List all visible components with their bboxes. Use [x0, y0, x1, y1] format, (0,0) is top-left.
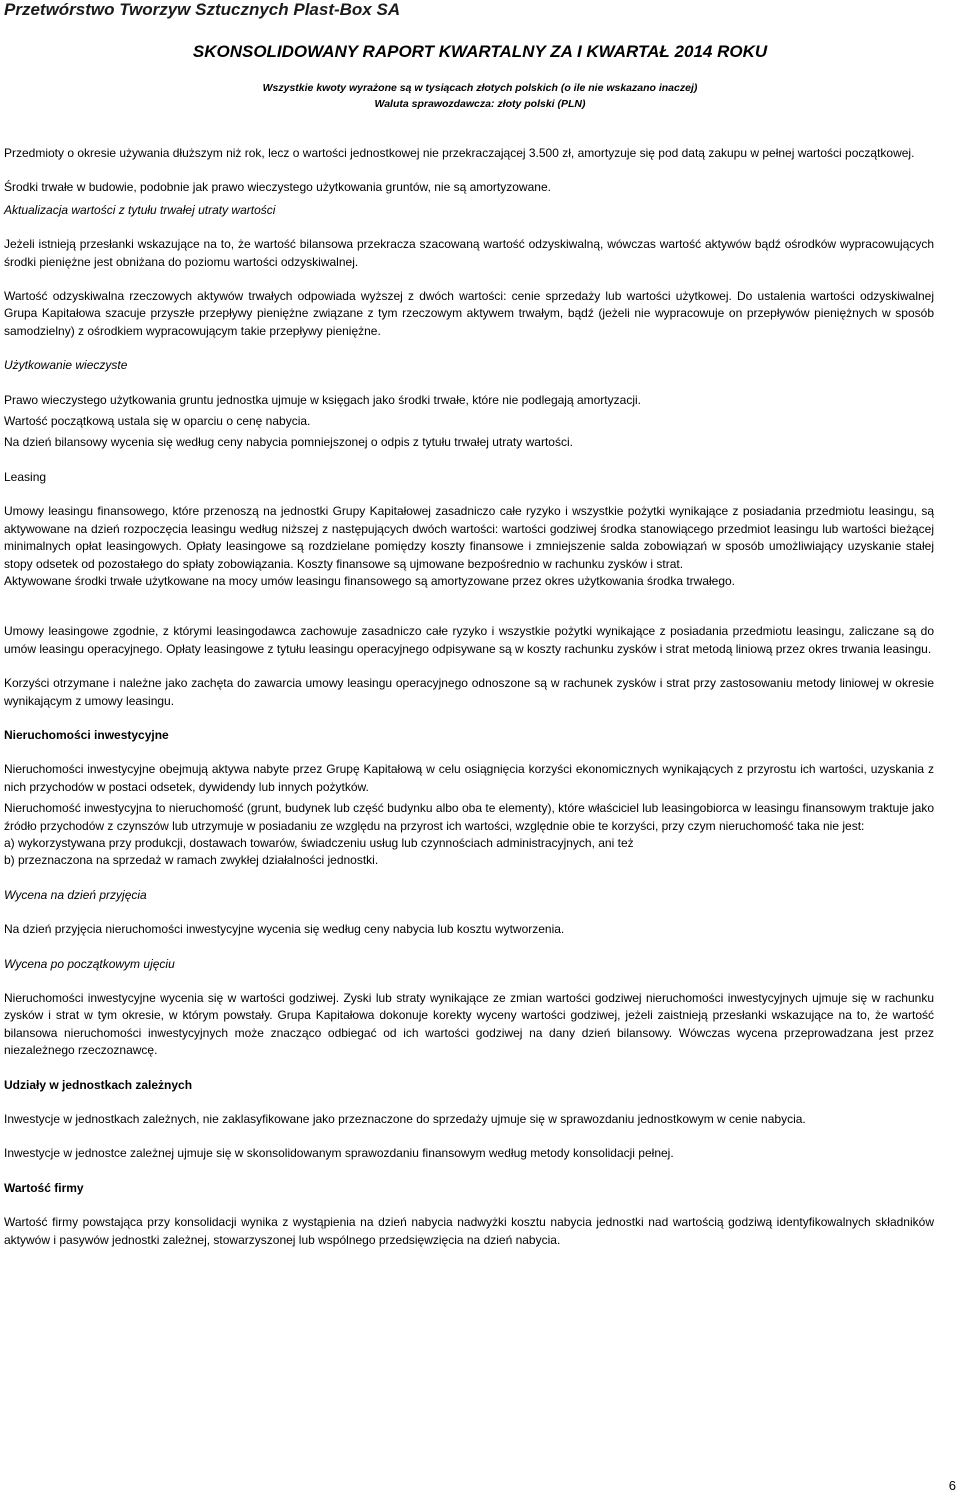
paragraph: Korzyści otrzymane i należne jako zachęta do zawarcia umowy leasingu operacyjnego odnoszone są w rachunek zysków i strat przy zastosowaniu metody liniowej w okresie wynikającym z umowy leasingu.: [4, 676, 934, 708]
amounts-note: Wszystkie kwoty wyrażone są w tysiącach złotych polskich (o ile nie wskazano inaczej): [262, 82, 698, 94]
paragraph: Jeżeli istnieją przesłanki wskazujące na to, że wartość bilansowa przekracza szacowaną wartość odzyskiwalną, wówczas wartość aktywów bądź ośrodków wypracowujących środki pieniężne jest obniżana do poziomu wartości odzyskiwalnej.: [4, 237, 934, 269]
paragraph: Wartość początkową ustala się w oparciu o cenę nabycia.: [4, 414, 311, 429]
currency-note: Waluta sprawozdawcza: złoty polski (PLN): [374, 98, 586, 110]
paragraph: Inwestycje w jednostce zależnej ujmuje się w skonsolidowanym sprawozdaniu finansowym według metody konsolidacji pełnej.: [4, 1146, 674, 1161]
section-heading-perpetual-usufruct: Użytkowanie wieczyste: [4, 358, 128, 373]
section-heading-leasing: Leasing: [4, 469, 47, 484]
paragraph: Prawo wieczystego użytkowania gruntu jednostka ujmuje w księgach jako środki trwałe, które nie podlegają amortyzacji.: [4, 392, 641, 407]
paragraph: Przedmioty o okresie używania dłuższym niż rok, lecz o wartości jednostkowej nie przekraczającej 3.500 zł, amortyzuje się pod datą zakupu w pełnej wartości początkowej.: [4, 146, 915, 160]
section-heading-initial-measurement: Wycena na dzień przyjęcia: [4, 887, 147, 902]
section-heading-investment-property: Nieruchomości inwestycyjne: [4, 727, 169, 742]
section-heading-impairment: Aktualizacja wartości z tytułu trwałej utraty wartości: [4, 202, 276, 217]
paragraph: Nieruchomości inwestycyjne wycenia się w wartości godziwej. Zyski lub straty wynikające ze zmian wartości godziwej nieruchomości inwestycyjnych ujmuje się w rachunku zysków i strat w tym okresie, w którym powstały. Grupa Kapitałowa dokonuje korekty wyceny wartości godziwej, jeżeli zaistnieją przesłanki wskazujące na to, że wartość bilansowa nieruchomości inwestycyjnych może znacząco odbiegać od ich wartości godziwej na dany dzień bilansowy. Wówczas wycena przeprowadzana jest przez niezależnego rzeczoznawcę.: [4, 991, 934, 1058]
list-item: b) przeznaczona na sprzedaż w ramach zwykłej działalności jednostki.: [4, 853, 379, 868]
paragraph: Wartość odzyskiwalna rzeczowych aktywów trwałych odpowiada wyższej z dwóch wartości: cenie sprzedaży lub wartości użytkowej. Do ustalenia wartości odzyskiwalnej Grupa Kapitałowa szacuje przyszłe przepływy pieniężne związane z tym rzeczowym aktywem trwałym, bądź (jeżeli nie wypracowuje on przepływów pieniężnych w sposób samodzielny) z ośrodkiem wypracowującym takie przepływy pieniężne.: [4, 289, 934, 338]
paragraph: Na dzień bilansowy wycenia się według ceny nabycia pomniejszonej o odpis z tytułu trwałej utraty wartości.: [4, 435, 573, 450]
paragraph: Umowy leasingu finansowego, które przenoszą na jednostki Grupy Kapitałowej zasadniczo całe ryzyko i wszystkie pożytki wynikające z posiadania przedmiotu leasingu, są aktywowane na dzień rozpoczęcia leasingu według niższej z następujących dwóch wartości: wartości godziwej środka stanowiącego przedmiot leasingu lub wartości bieżącej minimalnych opłat leasingowych. Opłaty leasingowe są rozdzielane pomiędzy koszty finansowe i zmniejszenie salda zobowiązań w sposób umożliwiający uzyskanie stałej stopy odsetek od pozostałego do spłaty zobowiązania. Koszty finansowe są ujmowane bezpośrednio w rachunku zysków i strat.: [4, 504, 934, 571]
paragraph: Umowy leasingowe zgodnie, z którymi leasingodawca zachowuje zasadniczo całe ryzyko i wszystkie pożytki wynikające z posiadania przedmiotu leasingu, zaliczane są do umów leasingu operacyjnego. Opłaty leasingowe z tytułu leasingu operacyjnego odpisywane są w koszty rachunku zysków i strat metodą liniową przez okres trwania leasingu.: [4, 624, 934, 656]
document-body: [4, 145, 934, 1249]
paragraph: Nieruchomość inwestycyjna to nieruchomość (grunt, budynek lub część budynku albo oba te elementy), które właściciel lub leasingobiorca w leasingu finansowym traktuje jako źródło przychodów z czynszów lub utrzymuje w posiadaniu ze względu na przyrost ich wartości, względnie obie te korzyści, przy czym nieruchomość taka nie jest:: [4, 801, 934, 833]
section-heading-subsidiaries: Udziały w jednostkach zależnych: [4, 1077, 193, 1092]
company-name: Przetwórstwo Tworzyw Sztucznych Plast-Box SA: [4, 0, 401, 19]
paragraph: Na dzień przyjęcia nieruchomości inwestycyjne wycenia się według ceny nabycia lub kosztu wytworzenia.: [4, 922, 565, 937]
section-heading-subsequent-measurement: Wycena po początkowym ujęciu: [4, 956, 175, 971]
section-heading-goodwill: Wartość firmy: [4, 1180, 84, 1195]
paragraph: Wartość firmy powstająca przy konsolidacji wynika z wystąpienia na dzień nabycia nadwyżki kosztu nabycia jednostki nad wartością godziwą identyfikowalnych składników aktywów i pasywów jednostki zależnej, stowarzyszonej lub wspólnego przedsięwzięcia na dzień nabycia.: [4, 1215, 934, 1247]
list-item: a) wykorzystywana przy produkcji, dostawach towarów, świadczeniu usług lub czynnościach administracyjnych, ani też: [4, 835, 634, 850]
report-title: SKONSOLIDOWANY RAPORT KWARTALNY ZA I KWARTAŁ 2014 ROKU: [192, 42, 768, 61]
paragraph: Aktywowane środki trwałe użytkowane na mocy umów leasingu finansowego są amortyzowane przez okres użytkowania środka trwałego.: [4, 573, 736, 588]
paragraph: Środki trwałe w budowie, podobnie jak prawo wieczystego użytkowania gruntów, nie są amortyzowane.: [4, 180, 551, 195]
paragraph: Inwestycje w jednostkach zależnych, nie zaklasyfikowane jako przeznaczone do sprzedaży ujmuje się w sprawozdaniu jednostkowym w cenie nabycia.: [4, 1112, 806, 1127]
page-number: 6: [948, 1478, 956, 1493]
paragraph: Nieruchomości inwestycyjne obejmują aktywa nabyte przez Grupę Kapitałową w celu osiągnięcia korzyści ekonomicznych wynikających z przyrostu ich wartości, uzyskania z nich przychodów w postaci odsetek, dywidendy lub innych pożytków.: [4, 762, 934, 794]
